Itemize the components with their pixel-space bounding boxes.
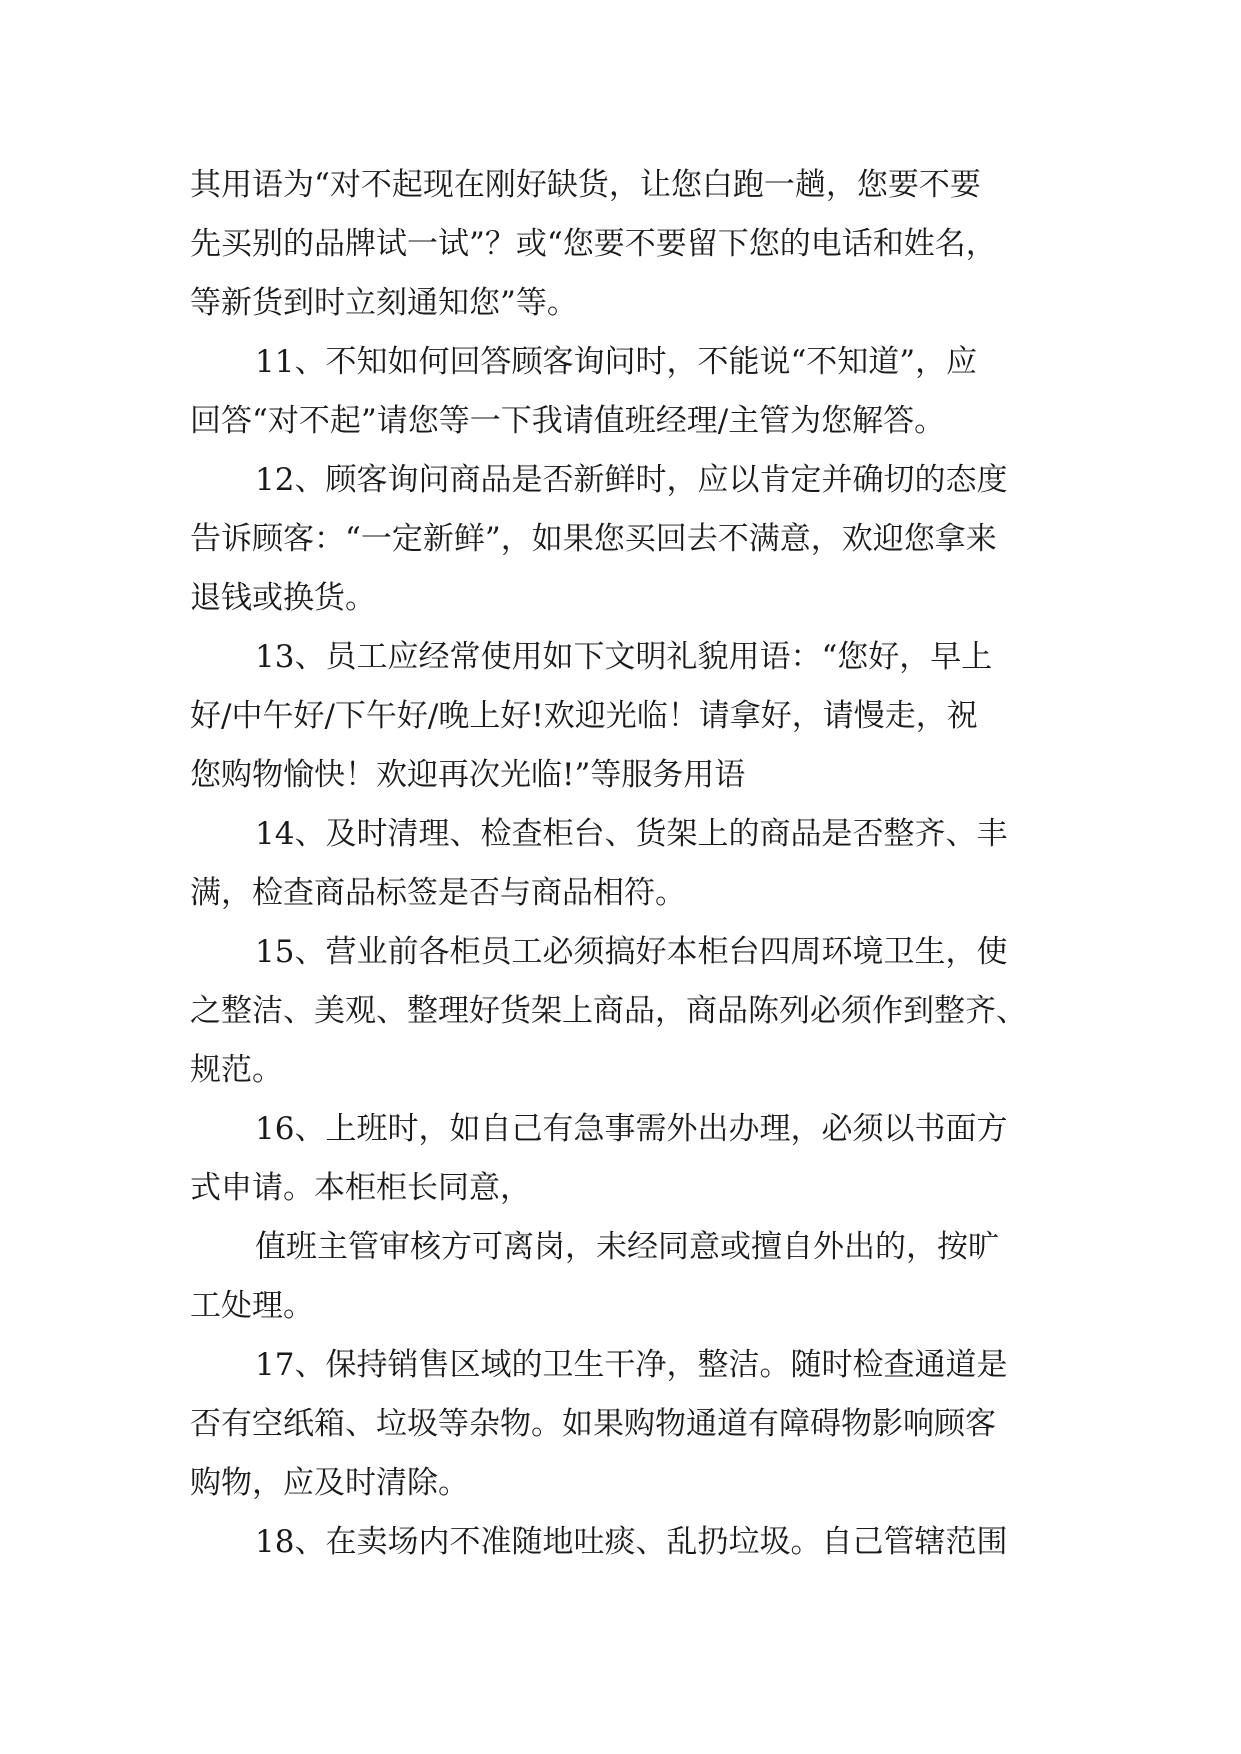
text-line: 之整洁、美观、整理好货架上商品，商品陈列必须作到整齐、 (190, 993, 1027, 1029)
text-line: 退钱或换货。 (190, 580, 376, 616)
paragraph-14-start: 14、及时清理、检查柜台、货架上的商品是否整齐、丰 (255, 816, 1008, 852)
paragraph-11-start: 11、不知如何回答顾客询问时，不能说“不知道”，应 (255, 344, 978, 380)
paragraph-18-start: 18、在卖场内不准随地吐痰、乱扔垃圾。自己管辖范围 (255, 1524, 1008, 1560)
text-line: 先买别的品牌试一试”？或“您要不要留下您的电话和姓名， (190, 226, 997, 262)
paragraph-17-start: 17、保持销售区域的卫生干净，整洁。随时检查通道是 (255, 1347, 1008, 1383)
text-line: 值班主管审核方可离岗，未经同意或擅自外出的，按旷 (255, 1229, 999, 1265)
paragraph-12-start: 12、顾客询问商品是否新鲜时，应以肯定并确切的态度 (255, 462, 1008, 498)
paragraph-16-start: 16、上班时，如自己有急事需外出办理，必须以书面方 (255, 1111, 1008, 1147)
text-line: 您购物愉快！欢迎再次光临!”等服务用语 (190, 757, 746, 793)
text-line: 规范。 (190, 1052, 283, 1088)
paragraph-13-start: 13、员工应经常使用如下文明礼貌用语：“您好，早上 (255, 639, 993, 675)
text-line: 告诉顾客：“一定新鲜”，如果您买回去不满意，欢迎您拿来 (190, 521, 997, 557)
text-line: 其用语为“对不起现在刚好缺货，让您白跑一趟，您要不要 (190, 167, 981, 203)
paragraph-15-start: 15、营业前各柜员工必须搞好本柜台四周环境卫生，使 (255, 934, 1008, 970)
text-line: 购物，应及时清除。 (190, 1465, 469, 1501)
text-line: 式申请。本柜柜长同意， (190, 1170, 531, 1206)
text-line: 工处理。 (190, 1288, 314, 1324)
text-line: 满，检查商品标签是否与商品相符。 (190, 875, 686, 911)
text-line: 回答“对不起”请您等一下我请值班经理/主管为您解答。 (190, 403, 946, 439)
text-line: 等新货到时立刻通知您”等。 (190, 285, 578, 321)
text-line: 否有空纸箱、垃圾等杂物。如果购物通道有障碍物影响顾客 (190, 1406, 996, 1442)
text-line: 好/中午好/下午好/晚上好!欢迎光临！请拿好，请慢走，祝 (190, 698, 978, 734)
